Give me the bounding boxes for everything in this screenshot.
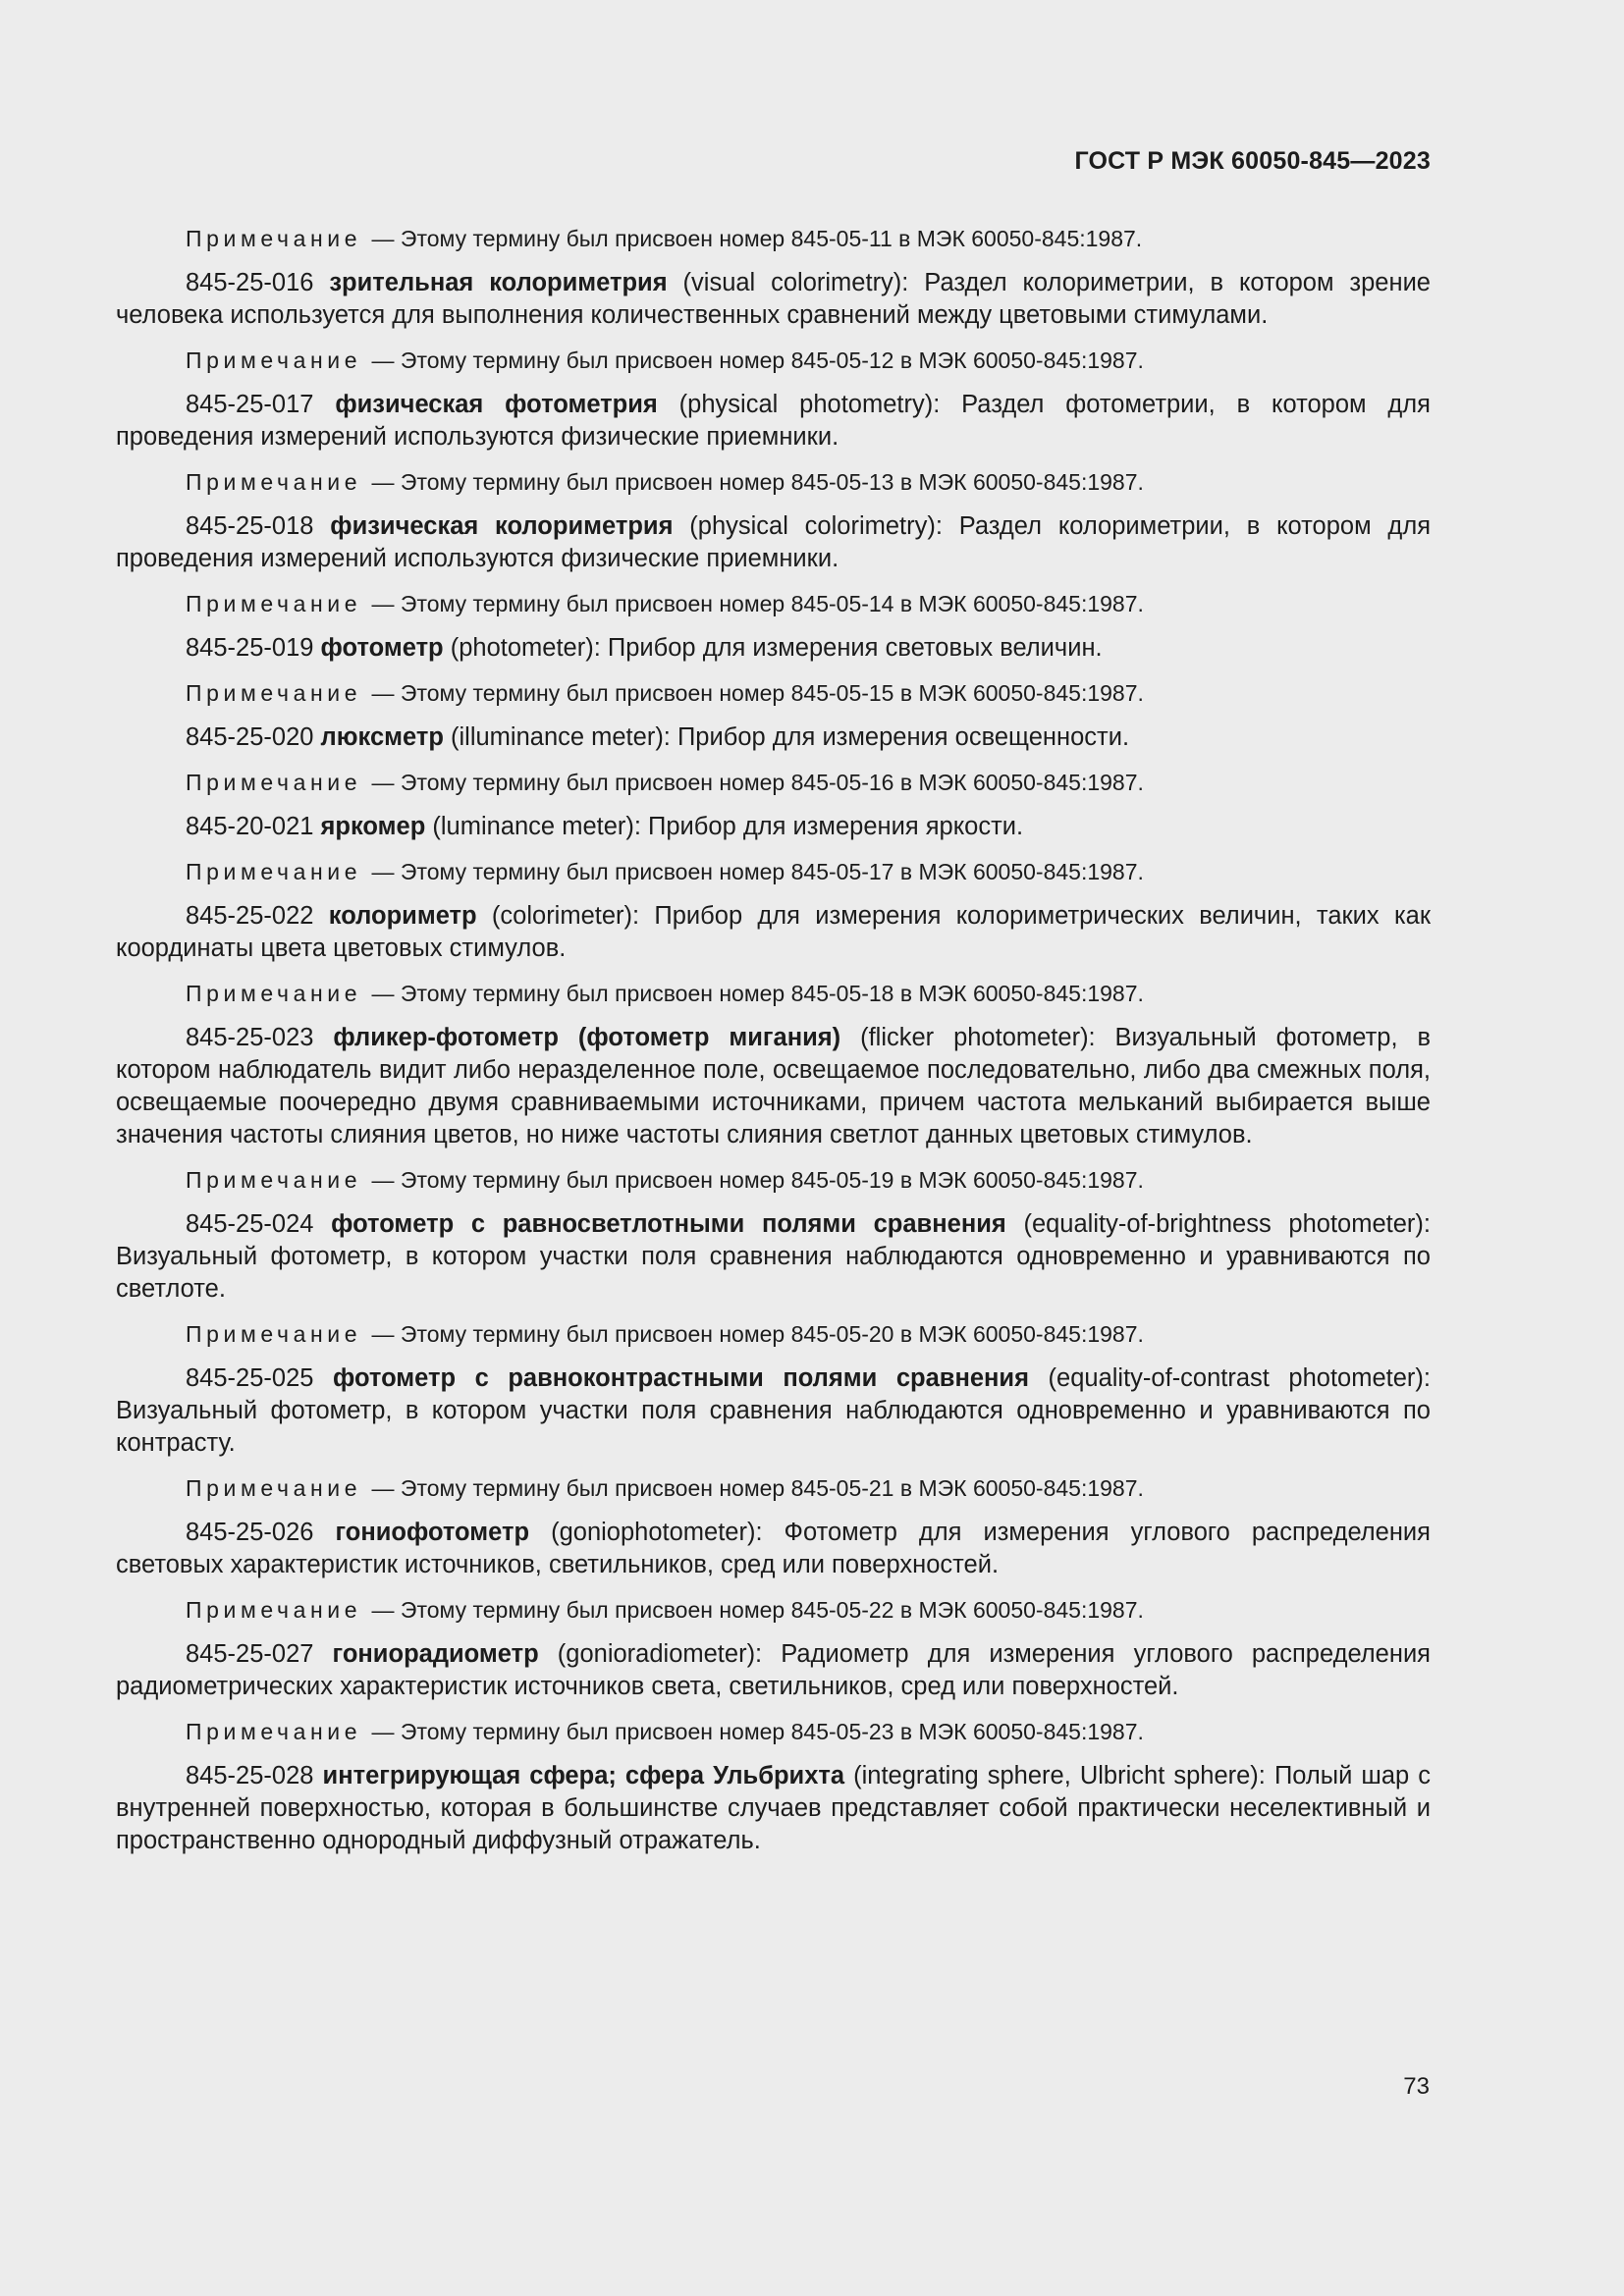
- note-label: Примечание: [186, 226, 362, 251]
- term-entry: [116, 632, 1431, 665]
- term-number: 845-25-020: [186, 723, 314, 751]
- term-definition: (colorimeter): Прибор для измерения колориметрических величин, таких как координаты цвета цветовых стимулов.: [116, 902, 1432, 962]
- note-text: — Этому термину был присвоен номер 845-05-20 в МЭК 60050-845:1987.: [371, 1321, 1144, 1347]
- term-definition: (physical colorimetry): Раздел колориметрии, в котором для проведения измерений используются физические приемники.: [116, 512, 1432, 572]
- note-label: Примечание: [186, 1167, 362, 1193]
- term-name: фотометр с равносветлотными полями сравнения: [331, 1210, 1006, 1238]
- note-label: Примечание: [186, 1475, 362, 1501]
- term-name: физическая фотометрия: [335, 391, 658, 418]
- note-text: — Этому термину был присвоен номер 845-05-12 в МЭК 60050-845:1987.: [371, 347, 1144, 373]
- term-definition: (integrating sphere, Ulbricht sphere): Полый шар с внутренней поверхностью, которая в большинстве случаев представляет собой практически неселективный и пространственно однородный диффузный отражатель.: [116, 1762, 1432, 1854]
- term-entry: [116, 1362, 1431, 1460]
- term-entry: [116, 1208, 1431, 1306]
- term-definition: (goniophotometer): Фотометр для измерения углового распределения световых характеристик источников, светильников, сред или поверхностей.: [116, 1519, 1431, 1578]
- term-name: физическая колориметрия: [330, 512, 674, 540]
- note: [116, 1595, 1431, 1625]
- note: [116, 467, 1431, 497]
- term-entry: [116, 1517, 1431, 1581]
- term-entry: [116, 1638, 1431, 1703]
- note: [116, 857, 1431, 886]
- note: [116, 224, 1431, 253]
- note-text: — Этому термину был присвоен номер 845-05-21 в МЭК 60050-845:1987.: [371, 1475, 1144, 1501]
- page-number: 73: [1403, 2073, 1430, 2100]
- term-definition: (illuminance meter): Прибор для измерения освещенности.: [451, 723, 1130, 751]
- note: [116, 589, 1431, 618]
- term-entry: [116, 900, 1431, 965]
- term-name: фотометр: [320, 634, 444, 662]
- term-definition: (photometer): Прибор для измерения световых величин.: [450, 634, 1103, 662]
- term-entry: [116, 1022, 1431, 1151]
- terms-list: [116, 224, 1431, 1871]
- term-definition: (gonioradiometer): Радиометр для измерения углового распределения радиометрических характеристик источников света, светильников, сред или поверхностей.: [116, 1640, 1431, 1700]
- term-name: гониофотометр: [335, 1519, 530, 1546]
- term-name: фотометр с равноконтрастными полями сравнения: [333, 1364, 1029, 1392]
- term-entry: [116, 389, 1431, 454]
- note: [116, 1319, 1431, 1349]
- term-number: 845-25-019: [186, 634, 314, 662]
- note: [116, 1473, 1431, 1503]
- term-name: колориметр: [328, 902, 477, 930]
- term-definition: (physical photometry): Раздел фотометрии, в котором для проведения измерений используются физические приемники.: [116, 391, 1431, 451]
- note-label: Примечание: [186, 770, 362, 795]
- term-name: яркомер: [320, 813, 426, 840]
- note-label: Примечание: [186, 680, 362, 706]
- note-text: — Этому термину был присвоен номер 845-05-17 в МЭК 60050-845:1987.: [371, 859, 1144, 884]
- note-label: Примечание: [186, 469, 362, 495]
- note-text: — Этому термину был присвоен номер 845-05-11 в МЭК 60050-845:1987.: [371, 226, 1143, 251]
- term-entry: [116, 811, 1431, 843]
- term-number: 845-25-022: [186, 902, 314, 930]
- term-number: 845-20-021: [186, 813, 314, 840]
- note: [116, 1165, 1431, 1195]
- term-number: 845-25-025: [186, 1364, 314, 1392]
- note: [116, 346, 1431, 375]
- term-entry: [116, 1760, 1431, 1857]
- note-text: — Этому термину был присвоен номер 845-05-14 в МЭК 60050-845:1987.: [371, 591, 1144, 616]
- term-name: интегрирующая сфера; сфера Ульбрихта: [322, 1762, 845, 1789]
- note: [116, 979, 1431, 1008]
- note-label: Примечание: [186, 347, 362, 373]
- note-label: Примечание: [186, 1321, 362, 1347]
- term-name: люксметр: [320, 723, 444, 751]
- term-definition: (flicker photometer): Визуальный фотометр, в котором наблюдатель видит либо неразделенное поле, освещаемое последовательно, либо два смежных поля, освещаемые поочередно двумя сравниваемыми источниками, причем частота мельканий выбирается выше значения частоты слияния цветов, но ниже частоты слияния светлот данных цветовых стимулов.: [116, 1024, 1431, 1148]
- term-number: 845-25-028: [186, 1762, 314, 1789]
- note-label: Примечание: [186, 981, 362, 1006]
- term-definition: (luminance meter): Прибор для измерения яркости.: [432, 813, 1024, 840]
- term-number: 845-25-018: [186, 512, 314, 540]
- term-entry: [116, 721, 1431, 754]
- term-name: фликер-фотометр (фотометр мигания): [333, 1024, 841, 1051]
- note-text: — Этому термину был присвоен номер 845-05-22 в МЭК 60050-845:1987.: [371, 1597, 1144, 1623]
- note-text: — Этому термину был присвоен номер 845-05-23 в МЭК 60050-845:1987.: [371, 1719, 1144, 1744]
- term-number: 845-25-017: [186, 391, 314, 418]
- term-number: 845-25-023: [186, 1024, 314, 1051]
- note: [116, 678, 1431, 708]
- term-number: 845-25-016: [186, 269, 314, 296]
- note-label: Примечание: [186, 859, 362, 884]
- term-entry: [116, 510, 1431, 575]
- term-definition: (visual colorimetry): Раздел колориметрии, в котором зрение человека используется для выполнения количественных сравнений между цветовыми стимулами.: [116, 269, 1431, 329]
- term-definition: (equality-of-contrast photometer): Визуальный фотометр, в котором участки поля сравнения наблюдаются одновременно и уравниваются по контрасту.: [116, 1364, 1431, 1457]
- term-number: 845-25-024: [186, 1210, 314, 1238]
- note: [116, 1717, 1431, 1746]
- term-number: 845-25-027: [186, 1640, 314, 1668]
- note-text: — Этому термину был присвоен номер 845-05-19 в МЭК 60050-845:1987.: [371, 1167, 1144, 1193]
- term-name: зрительная колориметрия: [329, 269, 668, 296]
- note-label: Примечание: [186, 1597, 362, 1623]
- note-text: — Этому термину был присвоен номер 845-05-13 в МЭК 60050-845:1987.: [371, 469, 1144, 495]
- note-label: Примечание: [186, 591, 362, 616]
- note-text: — Этому термину был присвоен номер 845-05-16 в МЭК 60050-845:1987.: [371, 770, 1144, 795]
- term-name: гониорадиометр: [332, 1640, 539, 1668]
- standard-header: ГОСТ Р МЭК 60050-845—2023: [1074, 147, 1431, 175]
- note-label: Примечание: [186, 1719, 362, 1744]
- term-entry: [116, 267, 1431, 332]
- note-text: — Этому термину был присвоен номер 845-05-18 в МЭК 60050-845:1987.: [371, 981, 1144, 1006]
- note-text: — Этому термину был присвоен номер 845-05-15 в МЭК 60050-845:1987.: [371, 680, 1144, 706]
- term-definition: (equality-of-brightness photometer): Визуальный фотометр, в котором участки поля сравнения наблюдаются одновременно и уравниваются по светлоте.: [116, 1210, 1431, 1303]
- term-number: 845-25-026: [186, 1519, 314, 1546]
- note: [116, 768, 1431, 797]
